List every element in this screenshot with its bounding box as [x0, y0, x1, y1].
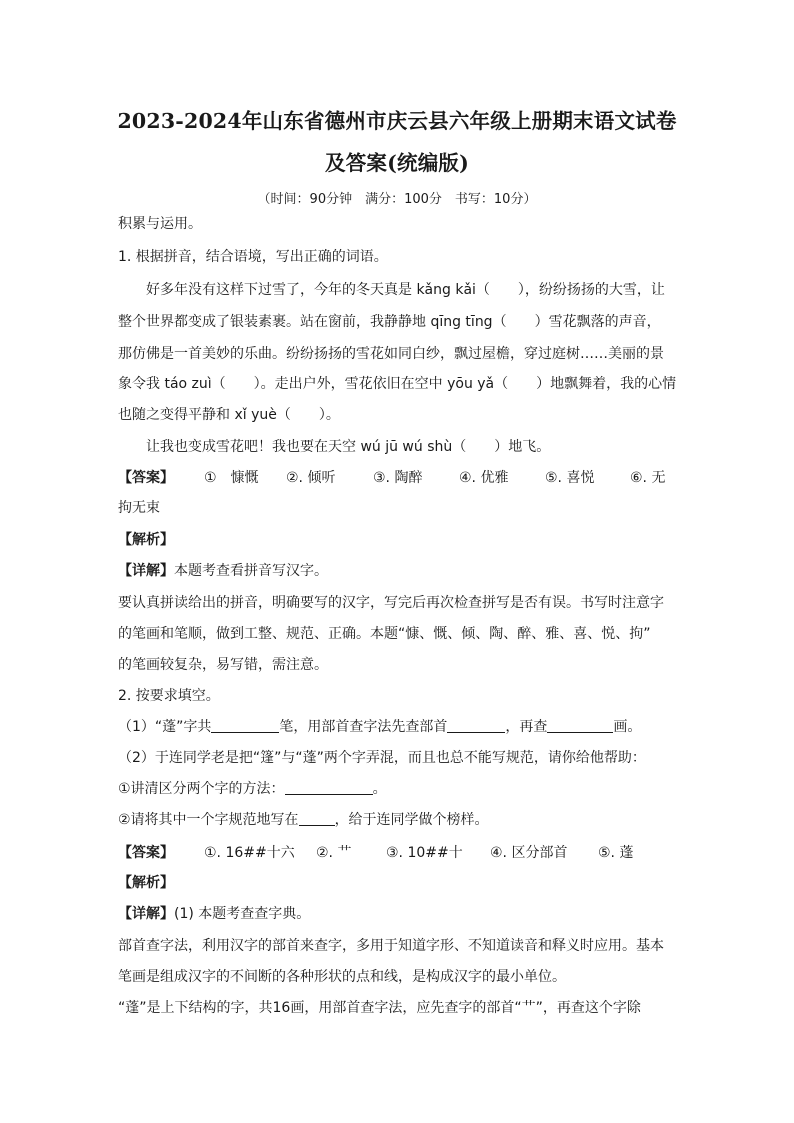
q2-answer-item: ②. 艹 [316, 845, 352, 861]
document-title-line-2: 及答案(统编版) [325, 151, 469, 175]
q1-detail [118, 561, 678, 581]
q1-analysis-label: 【解析】 [118, 532, 174, 548]
q2-sub-2: （2）于连同学老是把“篷”与“蓬”两个字弄混，而且也总不能写规范，请你给他帮助： [118, 750, 646, 766]
q1-stem: 1. 根据拼音，结合语境，写出正确的词语。 [118, 249, 388, 265]
q1-explanation-line: 要认真拼读给出的拼音，明确要写的汉字，写完后再次检查拼写是否有误。书写时注意字 [118, 595, 664, 611]
q2-analysis-label: 【解析】 [118, 875, 174, 891]
answer-blank [447, 718, 505, 733]
q1-answer-item: ① 慷慨 [204, 470, 259, 486]
q2-stem: 2. 按要求填空。 [118, 688, 220, 704]
q1-answer-item: ⑤. 喜悦 [545, 470, 595, 486]
q2-answer-item: ③. 10##十 [386, 845, 463, 861]
q2-detail-label: 【详解】 [118, 906, 174, 922]
q1-paragraph-line: 也随之变得平静和 xǐ yuè（ ）。 [118, 407, 340, 423]
q1-answer-label: 【答案】 [118, 470, 174, 486]
q2-sub-1 [118, 717, 678, 737]
q2-explanation-line: “蓬”是上下结构的字，共16画，用部首查字法，应先查字的部首“艹”，再查这个字除 [118, 1000, 641, 1016]
answer-blank [211, 718, 279, 733]
q1-paragraph-line: 好多年没有这样下过雪了，今年的冬天真是 kǎng kǎi（ ），纷纷扬扬的大雪，让 [146, 282, 665, 298]
q2-answer-item: ⑤. 蓬 [598, 845, 634, 861]
q1-explanation-line: 的笔画较复杂，易写错，需注意。 [118, 657, 328, 673]
q1-answer-item: ②. 倾听 [286, 470, 336, 486]
q1-paragraph-line: 那仿佛是一首美妙的乐曲。纷纷扬扬的雪花如同白纱，飘过屋檐，穿过庭树……美丽的景 [118, 346, 664, 362]
q2-answer-item: ①. 16##十六 [204, 845, 295, 861]
q1-detail-label: 【详解】 [118, 563, 174, 579]
q1-paragraph-line: 象令我 táo zuì（ ）。走出户外，雪花依旧在空中 yōu yǎ（ ）地飘舞着，我的心情 [118, 376, 677, 392]
q2-explanation-line: 部首查字法，利用汉字的部首来查字，多用于知道字形、不知道读音和释义时应用。基本 [118, 938, 664, 954]
q2-explanation-line: 笔画是组成汉字的不间断的各种形状的点和线，是构成汉字的最小单位。 [118, 969, 566, 985]
q2-sub1-text: 画。 [613, 719, 642, 735]
q2-sub1-text: 笔，用部首查字法先查部首 [279, 719, 448, 735]
q1-explanation-line: 的笔画和笔顺，做到工整、规范、正确。本题“慷、慨、倾、陶、醉、雅、喜、悦、拘” [118, 626, 651, 642]
q2-item1-text: ①讲清区分两个字的方法： [118, 781, 285, 797]
answer-blank [547, 718, 613, 733]
q1-detail-text: 本题考查看拼音写汉字。 [174, 563, 328, 579]
q2-detail-text: (1) 本题考查查字典。 [174, 906, 311, 922]
q1-answer-continuation: 拘无束 [118, 500, 160, 516]
q2-item2-text: ②请将其中一个字规范地写在 [118, 812, 299, 828]
answer-blank [299, 811, 335, 826]
q2-item2-text: ，给于连同学做个榜样。 [334, 812, 489, 828]
q1-paragraph-2: 让我也变成雪花吧！我也要在天空 wú jū wú shù（ ）地飞。 [146, 439, 551, 455]
exam-meta: （时间：90分钟 满分：100分 书写：10分） [257, 192, 537, 207]
q2-item-1 [118, 779, 678, 799]
q2-item-2 [118, 810, 678, 830]
q1-answer-item: ④. 优雅 [459, 470, 509, 486]
q2-sub1-text: ，再查 [505, 719, 548, 735]
q1-answer-item: ③. 陶醉 [373, 470, 423, 486]
q2-answer-item: ④. 区分部首 [490, 845, 568, 861]
document-title-line-1: 2023-2024年山东省德州市庆云县六年级上册期末语文试卷 [117, 109, 677, 133]
answer-blank [285, 780, 373, 795]
q2-answer-label: 【答案】 [118, 845, 174, 861]
q2-sub1-text: （1）“蓬”字共 [118, 719, 212, 735]
q2-detail [118, 904, 678, 924]
q2-item1-text: 。 [372, 781, 387, 797]
section-heading: 积累与运用。 [118, 216, 202, 232]
q1-paragraph-line: 整个世界都变成了银装素裹。站在窗前，我静静地 qīng tīng（ ）雪花飘落的声音， [118, 314, 661, 330]
q1-answer-item: ⑥. 无 [630, 470, 666, 486]
